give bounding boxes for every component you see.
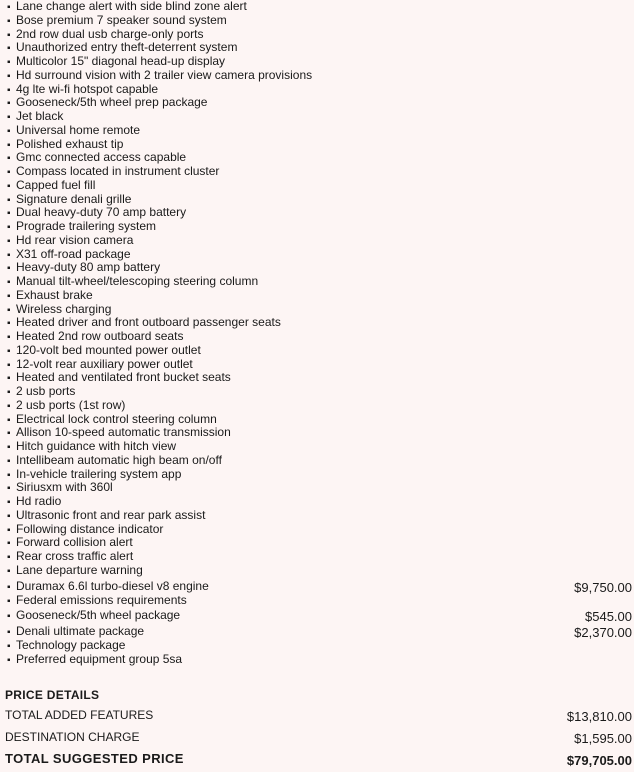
- total-suggested-price-row: [0, 748, 634, 770]
- bullet-icon: ▪: [7, 153, 11, 165]
- feature-price: $9,750.00: [574, 579, 632, 595]
- feature-label: Hd radio: [16, 494, 62, 508]
- price-details-heading: PRICE DETAILS: [5, 688, 100, 702]
- feature-item: [0, 623, 634, 639]
- feature-label: Exhaust brake: [16, 287, 93, 302]
- feature-item: [0, 509, 634, 523]
- feature-label: Preferred equipment group 5sa: [16, 652, 183, 666]
- bullet-icon: ▪: [7, 139, 11, 151]
- feature-label: 2nd row dual usb charge-only ports: [16, 26, 204, 41]
- total-added-features-row: [0, 704, 634, 726]
- feature-item: [0, 607, 634, 623]
- feature-label: Lane departure warning: [16, 562, 143, 577]
- feature-item: [0, 138, 634, 152]
- bullet-icon: ▪: [7, 304, 11, 316]
- feature-label: 120-volt bed mounted power outlet: [16, 342, 201, 357]
- bullet-icon: ▪: [7, 581, 11, 593]
- total-added-features-label: TOTAL ADDED FEATURES: [5, 708, 154, 722]
- feature-label: 2 usb ports: [16, 384, 76, 398]
- feature-label: Jet black: [16, 109, 64, 123]
- destination-charge-value: $1,595.00: [574, 731, 632, 746]
- feature-label: Intellibeam automatic high beam on/off: [16, 452, 222, 467]
- feature-item: [0, 69, 634, 83]
- bullet-icon: ▪: [7, 194, 11, 206]
- bullet-icon: ▪: [7, 627, 11, 639]
- bullet-icon: ▪: [7, 125, 11, 137]
- bullet-icon: ▪: [7, 655, 11, 666]
- feature-price: $545.00: [585, 609, 632, 625]
- feature-label: Rear cross traffic alert: [16, 549, 134, 563]
- bullet-icon: ▪: [7, 595, 11, 607]
- bullet-icon: ▪: [7, 469, 11, 481]
- feature-label: 12-volt rear auxiliary power outlet: [16, 356, 193, 371]
- feature-item: [0, 289, 634, 303]
- destination-charge-row: [0, 726, 634, 748]
- bullet-icon: ▪: [7, 249, 11, 261]
- feature-item: [0, 578, 634, 594]
- feature-label: 2 usb ports (1st row): [16, 397, 126, 412]
- bullet-icon: ▪: [7, 565, 11, 577]
- total-added-features-value: $13,810.00: [566, 709, 632, 724]
- feature-label: Gooseneck/5th wheel prep package: [16, 95, 208, 110]
- feature-item: [0, 316, 634, 330]
- feature-item: [0, 495, 634, 509]
- feature-item: [0, 385, 634, 399]
- total-suggested-price-value: $79,705.00: [566, 753, 632, 768]
- bullet-icon: ▪: [7, 112, 11, 123]
- feature-label: Universal home remote: [16, 122, 141, 137]
- feature-item: [0, 371, 634, 385]
- feature-price: $2,370.00: [574, 625, 632, 641]
- feature-item: [0, 14, 634, 28]
- bullet-icon: ▪: [7, 359, 11, 371]
- feature-label: Capped fuel fill: [16, 177, 96, 192]
- feature-label: In-vehicle trailering system app: [16, 466, 182, 481]
- feature-item: [0, 55, 634, 69]
- feature-label: Heavy-duty 80 amp battery: [16, 260, 161, 275]
- bullet-icon: ▪: [7, 167, 11, 178]
- bullet-icon: ▪: [7, 483, 11, 495]
- bullet-icon: ▪: [7, 552, 11, 563]
- destination-charge-label: DESTINATION CHARGE: [5, 730, 140, 744]
- feature-label: Compass located in instrument cluster: [16, 164, 220, 178]
- bullet-icon: ▪: [7, 510, 11, 522]
- feature-item: [0, 179, 634, 193]
- feature-label: Allison 10-speed automatic transmission: [16, 425, 231, 440]
- feature-label: Lane change alert with side blind zone alert: [16, 0, 247, 13]
- feature-label: Polished exhaust tip: [16, 136, 124, 151]
- bullet-icon: ▪: [7, 332, 11, 343]
- feature-label: Siriusxm with 360l: [16, 480, 113, 495]
- feature-label: Hd surround vision with 2 trailer view camera provisions: [16, 67, 313, 82]
- bullet-icon: ▪: [7, 29, 11, 41]
- bullet-icon: ▪: [7, 277, 11, 288]
- bullet-icon: ▪: [7, 538, 11, 550]
- bullet-icon: ▪: [7, 2, 11, 13]
- feature-item: [0, 594, 634, 608]
- bullet-icon: ▪: [7, 345, 11, 357]
- feature-label: Prograde trailering system: [16, 219, 157, 233]
- feature-label: Ultrasonic front and rear park assist: [16, 507, 206, 522]
- feature-item: [0, 234, 634, 248]
- feature-label: Gooseneck/5th wheel package: [16, 608, 181, 623]
- feature-item: [0, 110, 634, 124]
- feature-item: [0, 220, 634, 234]
- feature-item: [0, 413, 634, 427]
- feature-label: Forward collision alert: [16, 535, 133, 550]
- feature-label: Duramax 6.6l turbo-diesel v8 engine: [16, 578, 209, 593]
- feature-label: Dual heavy-duty 70 amp battery: [16, 205, 187, 220]
- feature-label: Heated driver and front outboard passenger seats: [16, 315, 281, 330]
- bullet-icon: ▪: [7, 318, 11, 330]
- feature-label: Hitch guidance with hitch view: [16, 439, 177, 453]
- price-details: [0, 686, 634, 770]
- bullet-icon: ▪: [7, 387, 11, 398]
- feature-item: [0, 165, 634, 179]
- feature-item: [0, 639, 634, 653]
- feature-label: Unauthorized entry theft-deterrent system: [16, 40, 238, 55]
- feature-label: Bose premium 7 speaker sound system: [16, 12, 227, 27]
- bullet-icon: ▪: [7, 524, 11, 536]
- bullet-icon: ▪: [7, 180, 11, 192]
- feature-item: [0, 0, 634, 14]
- bullet-icon: ▪: [7, 15, 11, 27]
- bullet-icon: ▪: [7, 235, 11, 247]
- feature-item: [0, 124, 634, 138]
- bullet-icon: ▪: [7, 414, 11, 426]
- feature-label: Heated and ventilated front bucket seats: [16, 370, 231, 385]
- bullet-icon: ▪: [7, 70, 11, 82]
- feature-item: [0, 344, 634, 358]
- feature-item: [0, 28, 634, 42]
- feature-label: Federal emissions requirements: [16, 592, 187, 607]
- feature-item: [0, 83, 634, 97]
- feature-label: X31 off-road package: [16, 246, 131, 261]
- feature-item: [0, 193, 634, 207]
- feature-item: [0, 275, 634, 289]
- feature-item: [0, 358, 634, 372]
- bullet-icon: ▪: [7, 290, 11, 302]
- feature-item: [0, 440, 634, 454]
- feature-item: [0, 96, 634, 110]
- feature-label: Gmc connected access capable: [16, 150, 187, 165]
- bullet-icon: ▪: [7, 455, 11, 467]
- total-suggested-price-label: TOTAL SUGGESTED PRICE: [5, 751, 184, 766]
- feature-item: [0, 468, 634, 482]
- feature-item: [0, 523, 634, 537]
- feature-item: [0, 303, 634, 317]
- feature-item: [0, 550, 634, 564]
- feature-item: [0, 426, 634, 440]
- bullet-icon: ▪: [7, 98, 11, 110]
- feature-item: [0, 536, 634, 550]
- feature-label: Technology package: [16, 638, 126, 653]
- feature-label: 4g lte wi-fi hotspot capable: [16, 81, 159, 96]
- feature-item: [0, 564, 634, 578]
- feature-item: [0, 330, 634, 344]
- feature-item: [0, 261, 634, 275]
- feature-item: [0, 151, 634, 165]
- feature-item: [0, 41, 634, 55]
- bullet-icon: ▪: [7, 263, 11, 275]
- bullet-icon: ▪: [7, 43, 11, 55]
- bullet-icon: ▪: [7, 611, 11, 623]
- bullet-icon: ▪: [7, 641, 11, 653]
- feature-label: Denali ultimate package: [16, 624, 145, 639]
- feature-label: Manual tilt-wheel/telescoping steering column: [16, 274, 259, 288]
- feature-item: [0, 481, 634, 495]
- feature-item: [0, 248, 634, 262]
- bullet-icon: ▪: [7, 222, 11, 233]
- bullet-icon: ▪: [7, 428, 11, 440]
- bullet-icon: ▪: [7, 57, 11, 68]
- bullet-icon: ▪: [7, 497, 11, 508]
- feature-label: Electrical lock control steering column: [16, 411, 217, 426]
- bullet-icon: ▪: [7, 400, 11, 412]
- feature-label: Signature denali grille: [16, 191, 132, 206]
- feature-label: Following distance indicator: [16, 521, 164, 536]
- feature-label: Heated 2nd row outboard seats: [16, 329, 184, 343]
- feature-item: [0, 653, 634, 667]
- bullet-icon: ▪: [7, 208, 11, 220]
- feature-label: Multicolor 15" diagonal head-up display: [16, 54, 226, 68]
- bullet-icon: ▪: [7, 373, 11, 385]
- feature-item: [0, 454, 634, 468]
- feature-item: [0, 206, 634, 220]
- bullet-icon: ▪: [7, 442, 11, 453]
- bullet-icon: ▪: [7, 84, 11, 96]
- feature-label: Wireless charging: [16, 301, 112, 316]
- feature-item: [0, 399, 634, 413]
- feature-label: Hd rear vision camera: [16, 232, 134, 247]
